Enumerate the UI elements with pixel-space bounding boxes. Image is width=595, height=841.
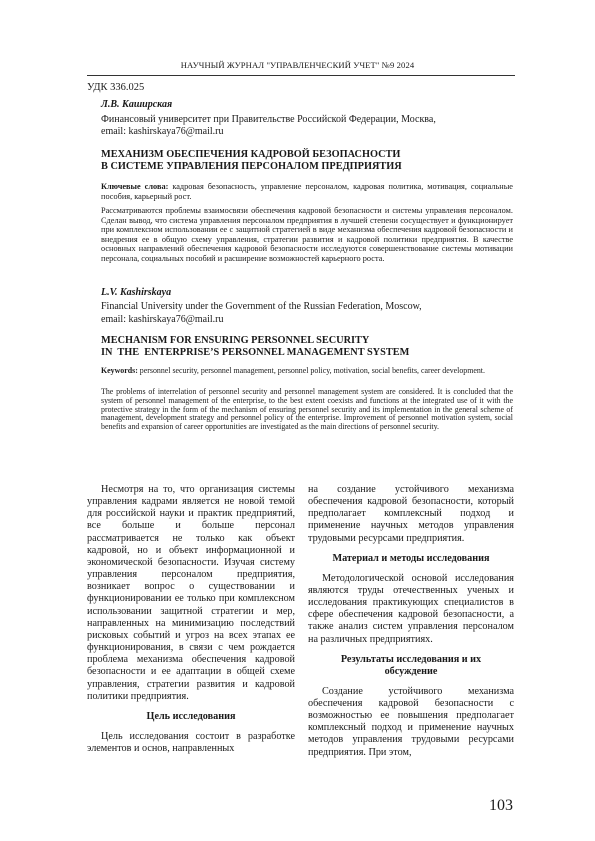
udc-code: УДК 336.025 [87, 82, 145, 93]
body-paragraph: Цель исследования состоит в разработке элементов и основ, направленных [87, 730, 295, 754]
abstract-en: The problems of interrelation of personnel security and personnel management system are considered. It is concluded that the system of personnel management of the enterprise, to the best extent coexists and functions at the integrated use of it with the protective strategy in the form of the mechanism of ensuring personnel security and its implementation in the general scheme of management, development strategy and personnel policy of the enterprise. Improvement of personnel motivation system, social benefits and expansion of career opportunities are investigated as the main directions of personnel security. [101, 387, 513, 432]
journal-header: НАУЧНЫЙ ЖУРНАЛ "УПРАВЛЕНЧЕСКИЙ УЧЕТ" №9 2024 [180, 60, 415, 70]
title-ru-line1: МЕХАНИЗМ ОБЕСПЕЧЕНИЯ КАДРОВОЙ БЕЗОПАСНОСТИ [101, 149, 401, 160]
abstract-ru: Рассматриваются проблемы взаимосвязи обеспечения кадровой безопасности и системы управления персоналом. Сделан вывод, что система управления персоналом предприятия в лучшей степени сосуществует и функционирует при комплексном использовании ее с защитной стратегией в виде механизма обеспечения кадровой безопасности и внедрения ее в общую схему управления, стратегии развития и кадровой политики предприятия. В качестве основных направлений обеспечения кадровой безопасности исследуются совершенствование системы мотивации персонала, социальных пособий и расширение возможностей карьерного роста. [101, 206, 513, 263]
body-paragraph: Методологической основой исследования являются труды отечественных ученых и исследования практикующих специалистов в сфере обеспечения кадровой безопасности, а также анализ систем управления персоналом на различных предприятиях. [308, 572, 514, 645]
affiliation-ru: Финансовый университет при Правительстве Российской Федерации, Москва, [101, 114, 436, 125]
email-ru: email: kashirskaya76@mail.ru [101, 126, 224, 137]
section-heading-results: Результаты исследования и их обсуждение [340, 653, 482, 677]
author-en: L.V. Kashirskaya [101, 287, 172, 298]
body-paragraph: на создание устойчивого механизма обеспечения кадровой безопасности, который предполагает комплексный подход и применение научных методов управления трудовыми ресурсами предприятия. [308, 484, 514, 544]
keywords-ru-label: Ключевые слова: [101, 182, 169, 191]
email-en: email: kashirskaya76@mail.ru [101, 314, 224, 325]
title-en-line1: MECHANISM FOR ENSURING PERSONNEL SECURITY [101, 335, 370, 346]
title-en-line2: IN THE ENTERPRISE’S PERSONNEL MANAGEMENT SYSTEM [101, 347, 410, 358]
header-rule [87, 75, 515, 76]
affiliation-en: Financial University under the Government of the Russian Federation, Moscow, [101, 301, 422, 312]
body-paragraph: Создание устойчивого механизма обеспечения кадровой безопасности с возможностью ее повышения предполагает комплексный подход и применение научных методов управления трудовыми ресурсами предприятия. При этом, [308, 685, 514, 758]
body-paragraph: Несмотря на то, что организация системы управления кадрами является не новой темой для российской науки и практик предприятий, все больше и больше персонал рассматривается не только как объект кадровой, но и объект информационной и экономической безопасности. Изучая систему управления персоналом предприятия, возникает вопрос о существовании и функционировании ее только при комплексном использовании защитной стратегии и мер, направленных на минимизацию последствий рисковых событий и угроз на всех этапах ее функционирования, в связи с чем рождается проблема механизма обеспечения кадровой безопасности и ее адаптации в общей схеме управления, стратегии развития и кадровой политики предприятия. [87, 484, 295, 702]
author-ru: Л.В. Каширская [101, 99, 173, 110]
page-number: 103 [489, 797, 513, 814]
keywords-en [101, 367, 513, 376]
section-heading-methods: Материал и методы исследования [332, 552, 490, 564]
keywords-ru-text: кадровая безопасность, управление персоналом, кадровая политика, мотивация, социальные пособия, карьерный рост. [101, 182, 513, 201]
title-ru-line2: В СИСТЕМЕ УПРАВЛЕНИЯ ПЕРСОНАЛОМ ПРЕДПРИЯТИЯ [101, 161, 402, 172]
body-column-left [87, 484, 295, 755]
keywords-en-label: Keywords: [101, 366, 138, 375]
keywords-en-text: personnel security, personnel management, personnel policy, motivation, social benefits, career development. [137, 366, 485, 375]
section-heading-aim: Цель исследования [146, 710, 236, 722]
body-column-right [308, 484, 514, 759]
keywords-ru [101, 182, 513, 201]
